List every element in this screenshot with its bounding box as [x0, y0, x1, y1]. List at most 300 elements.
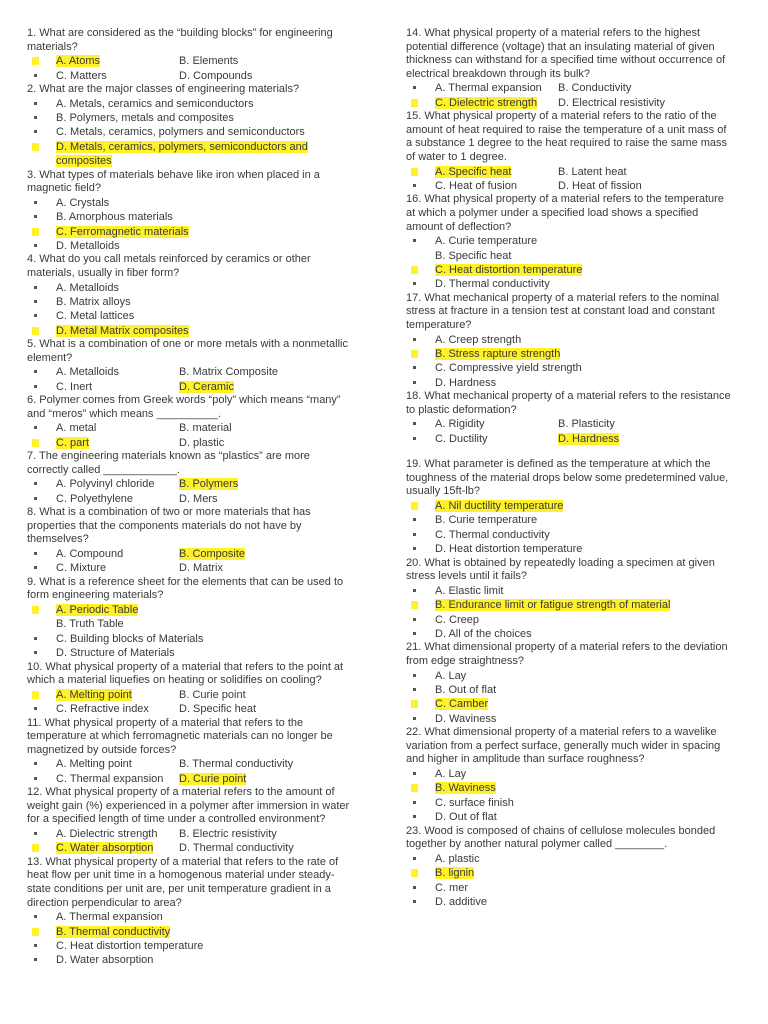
option-row [27, 380, 357, 394]
question-22 [406, 726, 741, 824]
question-6 [27, 394, 357, 450]
answer-option [558, 96, 741, 110]
option-text: D. Electrical resistivity [558, 96, 665, 109]
option-text: C. Dielectric strength [435, 96, 538, 109]
question-12 [27, 786, 357, 856]
question-text-line: 20. What is obtained by repeatedly loading a specimen at given [406, 556, 715, 569]
answer-option [406, 895, 741, 909]
answer-option [27, 239, 357, 253]
option-row [406, 417, 741, 431]
option-text: C. Mixture [56, 562, 107, 575]
correct-answer-option [406, 96, 558, 110]
option-text: B. Stress rapture strength [435, 347, 561, 360]
option-text: A. Creep strength [435, 333, 522, 346]
option-text: C. Polyethylene [56, 492, 134, 505]
question-text-line: together by another natural polymer called ________. [406, 838, 668, 851]
answer-option [179, 492, 357, 506]
answer-option [27, 421, 179, 435]
option-row [406, 683, 741, 697]
options-list [27, 547, 357, 576]
question-18 [406, 390, 741, 458]
option-row [27, 196, 357, 210]
option-text: B. lignin [435, 867, 475, 880]
question-text-line: correctly called ____________. [27, 463, 180, 476]
question-4 [27, 253, 357, 338]
options-list [406, 165, 741, 194]
answer-option [179, 841, 357, 855]
option-row [27, 547, 357, 561]
option-row [27, 436, 357, 450]
option-row [27, 702, 357, 716]
answer-option [406, 683, 741, 697]
answer-option [406, 767, 741, 781]
option-row [406, 376, 741, 390]
correct-answer-option [27, 688, 179, 702]
option-text: C. Thermal conductivity [435, 528, 550, 541]
option-row [406, 697, 741, 711]
answer-option [558, 179, 741, 193]
question-text-line: at which a polymer under a specified load shows a specified [406, 206, 699, 219]
answer-option [27, 295, 357, 309]
option-text: C. Heat of fusion [435, 179, 517, 192]
options-list [27, 97, 357, 169]
answer-option [179, 757, 357, 771]
answer-option [179, 561, 357, 575]
answer-option [406, 542, 741, 556]
answer-option [27, 617, 357, 631]
question-text-line: 4. What do you call metals reinforced by ceramics or other [27, 253, 311, 266]
question-text-line: variation from a perfect surface, generally much wider in spacing [406, 739, 721, 752]
question-text-line: 18. What mechanical property of a material refers to the resistance [406, 390, 731, 403]
option-row [406, 669, 741, 683]
question-text-line: properties that the components materials do not have by [27, 519, 302, 532]
question-text-line: stress at fracture in a tension test at constant load and constant [406, 305, 715, 318]
option-text: C. mer [435, 881, 468, 894]
bullet-highlight [411, 266, 418, 274]
option-text: A. Rigidity [435, 418, 485, 431]
correct-answer-option [406, 866, 741, 880]
correct-answer-option [27, 140, 357, 154]
correct-answer-option [27, 925, 357, 939]
question-14 [406, 27, 741, 110]
option-row [27, 295, 357, 309]
option-row [27, 365, 357, 379]
option-text: B. Plasticity [558, 418, 615, 431]
option-text: A. Periodic Table [56, 604, 139, 617]
answer-option [27, 757, 179, 771]
spacer [406, 446, 741, 458]
option-text: D. Water absorption [56, 954, 154, 967]
question-text-line: from edge straightness? [406, 655, 525, 667]
option-text: D. Hardness [435, 376, 497, 389]
options-list [406, 333, 741, 391]
correct-answer-option [179, 380, 357, 394]
option-row [406, 249, 741, 263]
answer-option [406, 584, 741, 598]
option-text: A. Elastic limit [435, 584, 504, 597]
option-text: A. Atoms [56, 55, 101, 68]
option-row [406, 852, 741, 866]
option-text: A. Lay [435, 768, 467, 780]
correct-answer-option [179, 477, 357, 491]
option-text: B. Out of flat [435, 684, 497, 696]
question-1 [27, 27, 357, 83]
answer-option [406, 432, 558, 446]
option-text: C. Matters [56, 69, 107, 82]
option-text: A. Melting point [56, 758, 132, 771]
answer-option [406, 810, 741, 824]
answer-option [27, 69, 179, 83]
option-text: A. Curie temperature [435, 235, 538, 248]
answer-option [27, 939, 357, 953]
options-list [27, 827, 357, 856]
option-text: D. Metalloids [56, 240, 120, 253]
option-text: B. Matrix alloys [56, 296, 131, 309]
option-text: D. plastic [179, 436, 225, 449]
option-text: C. Refractive index [56, 703, 149, 716]
options-list [27, 421, 357, 450]
bullet-highlight [411, 168, 418, 176]
answer-option [27, 125, 357, 139]
option-row [406, 347, 741, 361]
options-list [406, 767, 741, 825]
option-text: B. Electric resistivity [179, 828, 277, 841]
options-list [406, 669, 741, 727]
question-13 [27, 856, 357, 968]
option-text: B. Latent heat [558, 165, 627, 178]
option-text: B. Matrix Composite [179, 366, 279, 379]
answer-option [406, 376, 741, 390]
question-text-line: element? [27, 351, 73, 364]
bullet-highlight [411, 601, 418, 609]
question-text-line: of water to 1 degree. [406, 150, 507, 163]
option-row [406, 513, 741, 527]
option-row [27, 939, 357, 953]
option-row [27, 632, 357, 646]
correct-answer-option [179, 547, 357, 561]
option-text: C. Metal lattices [56, 310, 135, 323]
answer-option [27, 97, 357, 111]
option-row [27, 140, 357, 154]
options-list [27, 477, 357, 506]
option-text: C. Ductility [435, 432, 488, 445]
question-text-line: and higher in amplitude than surface roughness? [406, 753, 645, 766]
option-text: D. Curie point [179, 772, 247, 785]
option-row [406, 881, 741, 895]
option-text: C. Building blocks of Materials [56, 632, 204, 645]
option-row [406, 796, 741, 810]
option-row [27, 688, 357, 702]
correct-answer-option [27, 54, 179, 68]
options-list [406, 417, 741, 446]
answer-option [27, 492, 179, 506]
answer-option [406, 669, 741, 683]
correct-answer-option [558, 432, 741, 446]
answer-option [27, 561, 179, 575]
option-row [27, 646, 357, 660]
option-text: B. Waviness [435, 782, 496, 795]
bullet-highlight [32, 327, 39, 335]
option-text: B. Curie temperature [435, 514, 538, 527]
correct-answer-option [179, 772, 357, 786]
options-list [406, 852, 741, 910]
option-text: B. Polymers, metals and composites [56, 112, 234, 124]
option-row [27, 309, 357, 323]
answer-option [179, 436, 357, 450]
answer-option [27, 953, 357, 967]
option-text: D. Matrix [179, 562, 223, 575]
question-text-line: 15. What physical property of a material refers to the ratio of the [406, 110, 717, 123]
options-list [27, 757, 357, 786]
option-row [406, 866, 741, 880]
answer-option [27, 702, 179, 716]
question-15 [406, 110, 741, 193]
option-text: A. Metalloids [56, 366, 119, 379]
option-row [406, 584, 741, 598]
question-text-line: magnetized by outside forces? [27, 743, 177, 756]
answer-option [406, 81, 558, 95]
option-text: C. Water absorption [56, 842, 154, 855]
option-text: C. Creep [435, 613, 480, 626]
option-row [406, 165, 741, 179]
option-text: D. Structure of Materials [56, 647, 175, 660]
option-row [27, 757, 357, 771]
question-text-line: amount of deflection? [406, 220, 512, 233]
option-row [406, 179, 741, 193]
option-text: A. Melting point [56, 688, 132, 701]
option-row [27, 561, 357, 575]
bullet-highlight [32, 606, 39, 614]
bullet-highlight [411, 502, 418, 510]
option-row [27, 492, 357, 506]
bullet-highlight [32, 691, 39, 699]
question-text-line: thickness can withstand for a specified time without occurrence of [406, 54, 726, 67]
options-list [27, 281, 357, 339]
question-text-line: amount of heat required to raise the temperature of a unit mass of [406, 123, 727, 136]
question-text-line: 13. What physical property of a material that refers to the rate of [27, 855, 339, 868]
answer-option [406, 627, 741, 641]
answer-option [179, 69, 357, 83]
option-row [27, 827, 357, 841]
options-list [27, 196, 357, 254]
question-17 [406, 292, 741, 390]
question-text-line: electrical breakdown through its bulk? [406, 67, 591, 80]
answer-option [558, 417, 741, 431]
question-text-line: weight gain (%) experienced in a polymer after immersion in water [27, 799, 350, 812]
option-row [27, 324, 357, 338]
bullet-highlight [32, 57, 39, 65]
option-row [406, 781, 741, 795]
answer-option [27, 380, 179, 394]
answer-option [179, 827, 357, 841]
option-text: A. Metalloids [56, 281, 119, 294]
option-row [406, 767, 741, 781]
option-text: B. Elements [179, 55, 239, 68]
question-text-line: 12. What physical property of a material refers to the amount of [27, 786, 335, 799]
answer-option [27, 309, 357, 323]
answer-option [406, 796, 741, 810]
option-row [27, 210, 357, 224]
question-text-line: 2. What are the major classes of engineering materials? [27, 83, 300, 95]
question-text-line: 9. What is a reference sheet for the elements that can be used to [27, 575, 344, 588]
option-text: B. material [179, 422, 232, 435]
option-text: D. Heat of fission [558, 179, 642, 192]
option-text: D. Thermal conductivity [179, 842, 294, 855]
option-text: D. additive [435, 896, 487, 909]
correct-answer-option [406, 347, 741, 361]
answer-option [406, 179, 558, 193]
options-list [27, 365, 357, 394]
option-text: D. Heat distortion temperature [435, 543, 583, 556]
option-text: D. All of the choices [435, 628, 532, 640]
option-text: D. Metal Matrix composites [56, 324, 189, 337]
option-text: C. Thermal expansion [56, 772, 164, 785]
answer-option [27, 365, 179, 379]
question-7 [27, 450, 357, 506]
option-text: D. Specific heat [179, 703, 257, 716]
option-row [406, 432, 741, 446]
correct-answer-option [406, 598, 741, 612]
option-text: C. Camber [435, 698, 489, 711]
question-text-line: toughness of the material drops below some predetermined value, [406, 471, 729, 484]
bullet-highlight [411, 350, 418, 358]
option-text: A. metal [56, 422, 97, 435]
question-text-line: to plastic deformation? [406, 403, 517, 416]
question-text-line: themselves? [27, 533, 89, 546]
option-text: B. Thermal conductivity [179, 758, 294, 771]
question-text-line: a substance 1 degree to the heat required to raise the same mass [406, 137, 728, 150]
question-3 [27, 169, 357, 254]
option-text: A. Lay [435, 669, 467, 682]
option-text: D. Metals, ceramics, polymers, semiconductors and [56, 140, 308, 153]
answer-option [406, 417, 558, 431]
option-text: A. Thermal expansion [56, 911, 163, 924]
answer-option [27, 477, 179, 491]
question-10 [27, 661, 357, 717]
answer-option [179, 702, 357, 716]
option-row [27, 772, 357, 786]
answer-option [179, 54, 357, 68]
option-text: A. plastic [435, 852, 480, 865]
correct-answer-option [27, 841, 179, 855]
option-text: B. Truth Table [56, 618, 124, 631]
option-row [406, 81, 741, 95]
answer-option [27, 772, 179, 786]
answer-option [27, 646, 357, 660]
option-row [27, 617, 357, 631]
question-text-line: which a material liquefies on heating or solidifies on cooling? [27, 674, 322, 687]
option-text: composites [56, 155, 112, 168]
option-text: D. Waviness [435, 712, 497, 725]
question-text-line: 6. Polymer comes from Greek words “poly” which means “many” [27, 394, 341, 407]
option-row [406, 810, 741, 824]
question-text-line: 19. What parameter is defined as the temperature at which the [406, 458, 711, 471]
question-text-line: 5. What is a combination of one or more metals with a nonmetallic [27, 338, 348, 351]
option-row [27, 125, 357, 139]
option-row [27, 925, 357, 939]
option-row [406, 361, 741, 375]
answer-option [179, 688, 357, 702]
option-text: A. Crystals [56, 196, 110, 209]
option-row [406, 712, 741, 726]
correct-answer-option [406, 697, 741, 711]
option-text: C. Heat distortion temperature [435, 263, 583, 276]
answer-option [27, 111, 357, 125]
answer-option [27, 632, 357, 646]
options-list [27, 603, 357, 661]
option-text: C. Ferromagnetic materials [56, 225, 189, 238]
question-21 [406, 641, 741, 726]
answer-option [406, 613, 741, 627]
question-23 [406, 825, 741, 910]
option-row [27, 154, 357, 168]
option-row [406, 333, 741, 347]
question-9 [27, 576, 357, 661]
option-row [27, 910, 357, 924]
option-text: D. Hardness [558, 432, 620, 445]
option-text: A. Thermal expansion [435, 82, 542, 95]
question-text-line: state conditions per unit are, per unit temperature gradient in a [27, 883, 331, 896]
option-text: B. Composite [179, 548, 246, 561]
answer-option [27, 547, 179, 561]
option-row [406, 234, 741, 248]
correct-answer-option [27, 603, 357, 617]
question-20 [406, 557, 741, 642]
option-text: B. Curie point [179, 688, 246, 701]
question-text-line: 11. What physical property of a material that refers to the [27, 716, 304, 729]
answer-option [179, 365, 357, 379]
option-text: D. Ceramic [179, 380, 235, 393]
option-row [406, 542, 741, 556]
question-text-line: stress levels until it fails? [406, 570, 528, 583]
option-row [27, 841, 357, 855]
option-row [406, 627, 741, 641]
options-list [27, 54, 357, 83]
question-text-line: 21. What dimensional property of a material refers to the deviation [406, 641, 728, 654]
answer-option [558, 81, 741, 95]
question-text-line: 14. What physical property of a material refers to the highest [406, 27, 701, 39]
bullet-highlight [411, 869, 418, 877]
options-list [27, 688, 357, 717]
question-text-line: 3. What types of materials behave like iron when placed in a [27, 168, 320, 181]
option-text: C. Inert [56, 380, 93, 393]
option-row [27, 281, 357, 295]
correct-answer-option [406, 499, 741, 513]
answer-option [406, 881, 741, 895]
answer-option [406, 234, 741, 248]
option-text: B. Conductivity [558, 82, 632, 95]
option-row [27, 111, 357, 125]
bullet-highlight [32, 228, 39, 236]
option-row [27, 421, 357, 435]
left-column [27, 27, 357, 968]
option-row [406, 277, 741, 291]
question-text-line: 7. The engineering materials known as “plastics” are more [27, 450, 310, 463]
option-row [27, 603, 357, 617]
question-text-line: and “meros” which means __________. [27, 407, 221, 420]
question-text-line: temperature at which ferromagnetic materials can no longer be [27, 730, 333, 743]
option-row [27, 953, 357, 967]
question-text-line: 8. What is a combination of two or more materials that has [27, 506, 311, 519]
answer-option [406, 361, 741, 375]
option-row [406, 613, 741, 627]
question-text-line: magnetic field? [27, 182, 101, 195]
option-text: A. Specific heat [435, 165, 512, 178]
answer-option [406, 712, 741, 726]
answer-option [406, 277, 741, 291]
answer-option [27, 827, 179, 841]
bullet-highlight [32, 844, 39, 852]
